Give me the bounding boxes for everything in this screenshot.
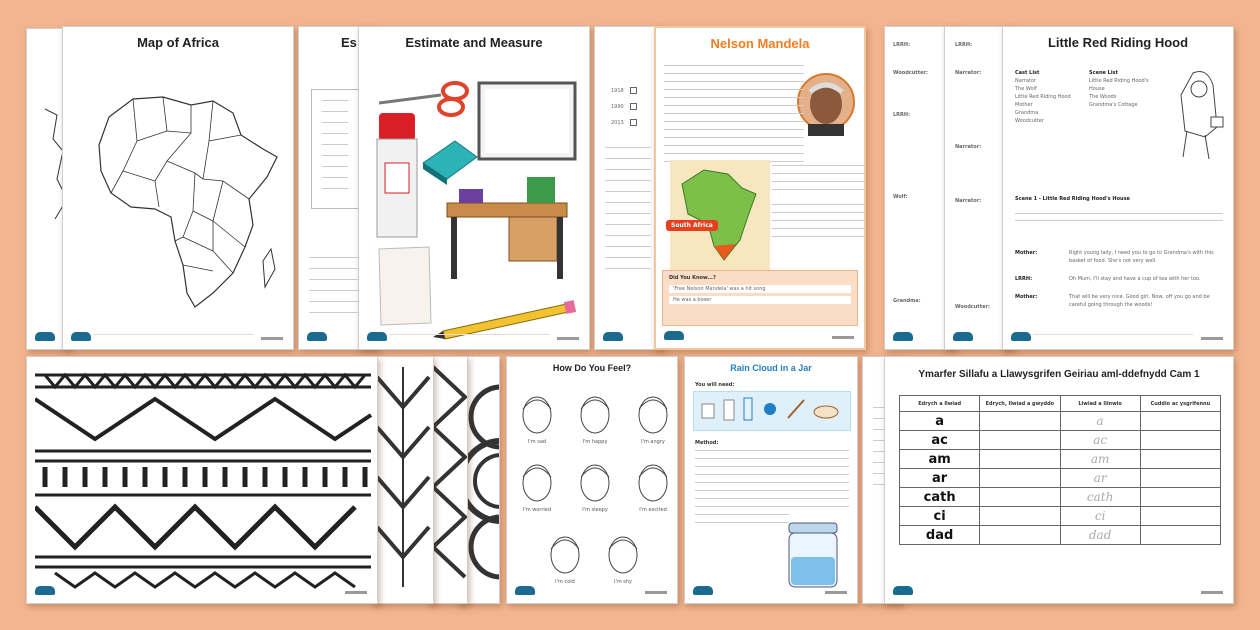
publisher-logo [71,332,91,341]
spelling-word: am [900,450,980,469]
worksheet-welsh-spelling[interactable] [884,356,1234,604]
publisher-logo [893,586,913,595]
stripe-pattern [429,357,468,604]
face-outline [639,397,667,445]
worksheet-title: Little Red Riding Hood [1047,35,1189,50]
publisher-logo [893,332,913,341]
cast-list: Cast List Narrator The Wolf Little Red Riding Hood Mother Grandma Woodcutter [1015,70,1071,124]
whiteboard-icon [479,83,575,159]
checkbox[interactable] [630,87,637,94]
book-icon [423,141,477,185]
write-cell[interactable] [1140,488,1220,507]
trace-word: a [1060,412,1140,431]
worksheet-african-pattern[interactable] [26,356,378,604]
worksheet-title: Nelson Mandela [710,36,810,51]
face-caption: I'm excited [639,507,667,513]
script-dialogue: Mother: Right young lady, I need you to go to Grandma's with this basket of food. She's not very well. LRRH: Oh Mum, I'll stay and have a cup of tea with her too. Mother: That will be very nice. Good girl. Now, off you go and be careful going through the woods! [1015,250,1214,308]
publisher-logo [367,332,387,341]
trace-word: am [1060,450,1140,469]
table-row [900,526,1221,545]
checkbox[interactable] [630,103,637,110]
face-outline [581,465,609,513]
worksheet-script-page-2[interactable]: LRRH: Narrator: Narrator: Narrator: Woodcutter: [944,26,1014,350]
south-africa-label: South Africa [666,220,718,231]
face-caption: I'm angry [641,439,665,445]
worksheet-pattern-1[interactable] [372,356,434,604]
publisher-logo [664,331,684,340]
worksheet-title: Map of Africa [137,35,219,50]
fact-item: He was a boxer [669,296,851,304]
red-riding-hood-illustration [1171,67,1225,163]
jar-illustration [785,517,841,589]
worksheet-title: Estimate and Measure [405,35,543,50]
worksheet-pattern-2[interactable] [428,356,468,604]
spelling-word: ac [900,431,980,450]
africa-map-outline [63,61,294,341]
spelling-word: cath [900,488,980,507]
face-caption: I'm sad [527,439,547,445]
mandela-portrait [796,68,856,138]
write-cell[interactable] [1140,526,1220,545]
face-outline [551,537,579,585]
trace-word: ci [1060,507,1140,526]
spelling-word: ci [900,507,980,526]
trace-word: dad [1060,526,1140,545]
glue-stick-icon [377,113,417,237]
face-caption: I'm worried [522,507,552,513]
worksheet-map-of-africa[interactable] [62,26,294,350]
table-row [900,450,1221,469]
write-cell[interactable] [980,488,1060,507]
write-cell[interactable] [1140,431,1220,450]
paper-icon [379,247,431,325]
worksheet-script-page-1[interactable]: LRRH: Woodcutter: LRRH: Wolf: Grandma: [884,26,956,350]
did-you-know-box: Did You Know...? 'Free Nelson Mandela' was a hit song He was a boxer [662,270,858,326]
desk-icon [447,177,567,279]
face-outline [609,537,637,585]
publisher-logo [35,586,55,595]
table-row [900,507,1221,526]
trace-word: cath [1060,488,1140,507]
write-cell[interactable] [980,507,1060,526]
publisher-logo [953,332,973,341]
equipment-icons [694,392,852,432]
worksheet-title: Ymarfer Sillafu a Llawysgrifen Geiriau aml-ddefnydd Cam 1 [918,369,1200,380]
write-cell[interactable] [1140,469,1220,488]
publisher-logo [693,586,713,595]
publisher-logo [307,332,327,341]
spelling-word: ar [900,469,980,488]
worksheet-estimate-and-measure[interactable] [358,26,590,350]
estimate-table [311,89,359,209]
write-cell[interactable] [980,450,1060,469]
africa-map-highlight [670,160,770,270]
fact-item: 'Free Nelson Mandela' was a hit song [669,285,851,293]
mandela-text [664,58,804,162]
face-outline [639,465,667,513]
spelling-word: dad [900,526,980,545]
write-cell[interactable] [980,469,1060,488]
classroom-objects-illustration [359,53,590,343]
write-cell[interactable] [980,526,1060,545]
table-row [900,412,1221,431]
table-row [900,431,1221,450]
worksheet-nelson-mandela[interactable] [654,26,866,350]
publisher-logo [1011,332,1031,341]
publisher-logo [35,332,55,341]
face-outline [581,397,609,445]
publisher-logo [603,332,623,341]
publisher-logo [515,586,535,595]
table-row [900,469,1221,488]
worksheet-little-red-riding-hood[interactable]: Little Red Riding Hood Cast List Narrator The Wolf Little Red Riding Hood Mother Grandma Woodcutter Scene List Little Red Riding Hood's House The Woods Grandma's Cottage Scene 1 - Little Red Riding Hood's House Mother: Right young lady, I need you to go to Grandma's with this basket of food. She's not very well. LRRH: Oh Mum, I'll stay and have a cup of tea with her too. Mother: That will be very nice. Good girl. Now, off you go and be careful going through the woods! [1002,26,1234,350]
trace-word: ac [1060,431,1140,450]
worksheet-title: How Do You Feel? [552,363,632,373]
spelling-table: Edrych a llwiad Edrych, llwiad a gwyddo Llwiad a llinwlo Cuddio ac ysgrifennu a a ac ac am am ar ar cath cath ci ci dad dad [899,395,1221,545]
quiz-options: 1918 1990 2013 [611,87,637,127]
face-outline [523,397,551,445]
worksheet-how-do-you-feel[interactable] [506,356,678,604]
face-caption: I'm sleepy [582,507,608,513]
faces-grid [507,381,678,601]
write-cell[interactable] [1140,450,1220,469]
scissors-icon [379,83,467,115]
worksheet-title-partial: Es [341,35,357,50]
worksheet-title: Rain Cloud in a Jar [730,363,812,373]
equipment-list [693,391,851,431]
scene-list: Scene List Little Red Riding Hood's House The Woods Grandma's Cottage [1089,70,1149,108]
trace-word: ar [1060,469,1140,488]
african-pattern-colouring [35,367,378,593]
face-outline [523,465,551,513]
write-cell[interactable] [1140,412,1220,431]
write-cell[interactable] [980,412,1060,431]
worksheet-rain-cloud-in-a-jar[interactable]: Rain Cloud in a Jar You will need: Method: [684,356,858,604]
table-row [900,488,1221,507]
spelling-word: a [900,412,980,431]
write-cell[interactable] [1140,507,1220,526]
checkbox[interactable] [630,119,637,126]
triangle-pattern [373,357,434,604]
face-caption: I'm shy [613,579,633,585]
face-caption: I'm cold [555,579,575,585]
face-caption: I'm happy [582,439,608,445]
write-cell[interactable] [980,431,1060,450]
